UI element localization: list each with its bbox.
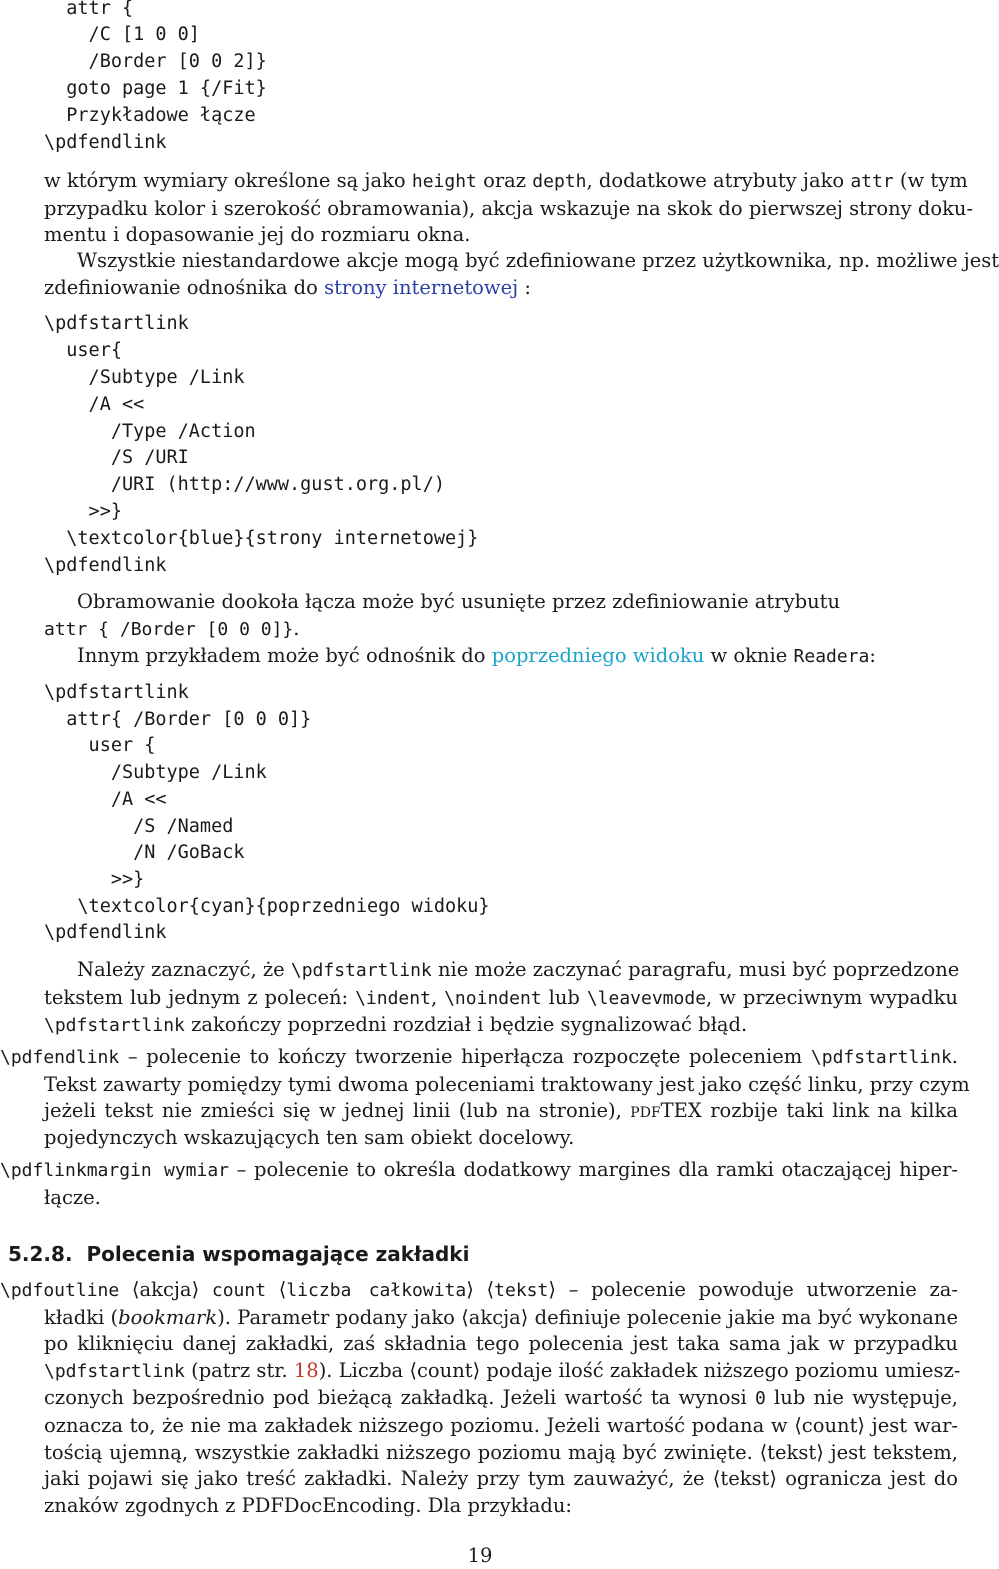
code-line: \pdfendlink (44, 555, 167, 576)
code-line: goto page 1 {/Fit} (44, 78, 267, 99)
text: . (951, 1045, 958, 1068)
code-line: \pdfstartlink (44, 313, 189, 334)
text-line: znaków zgodnych z PDFDocEncoding. Dla przykładu: (44, 1493, 572, 1517)
code-line: /Subtype /Link (44, 762, 267, 783)
page-reference-link[interactable]: 18 (293, 1358, 319, 1382)
hyperlink-poprzedniego-widoku[interactable]: poprzedniego widoku (491, 644, 705, 667)
meta-arg: tekst (494, 1280, 549, 1301)
section-title: Polecenia wspomagające zakładki (86, 1242, 470, 1266)
code-line: /S /Named (44, 816, 234, 837)
text: oznacza to, że nie ma zakładek niższego poziomu. Jeżeli wartość podana w (44, 1413, 795, 1437)
inline-code: count (211, 1280, 267, 1301)
command-name: \pdfoutline (0, 1280, 120, 1301)
code-line: attr { (44, 0, 134, 19)
definition-pdfendlink (0, 1044, 970, 1151)
inline-code: \indent (355, 987, 431, 1009)
text: Należy zaznaczyć, że (77, 958, 291, 981)
text: zdefiniowanie odnośnika do (44, 275, 325, 299)
code-line: \pdfendlink (44, 132, 167, 153)
text: (patrz str. (184, 1358, 294, 1382)
text: zakończy poprzedni rozdział i będzie sygnalizować błąd. (184, 1013, 748, 1037)
text: tością ujemną, wszystkie zakładki niższego poziomu mają być zwinięte. (44, 1440, 760, 1464)
text: : (869, 644, 876, 667)
paragraph-5 (44, 957, 958, 1040)
text: Innym przykładem może być odnośnik do (77, 644, 492, 667)
code-line: \textcolor{blue}{strony internetowej} (44, 528, 479, 549)
text: – polecenie to kończy tworzenie hiperłącza rozpoczęte poleceniem (119, 1045, 811, 1068)
text: w którym wymiary określone są jako (44, 169, 412, 192)
pdftex-logo-part: pdf (630, 1099, 661, 1123)
code-line: attr{ /Border [0 0 0]} (44, 709, 312, 730)
meta-arg: count (801, 1413, 858, 1437)
text: , w przeciwnym wypadku (706, 985, 958, 1009)
text: czonych bezpośrednio pod bieżącą zakładką. Jeżeli wartość ta wynosi (44, 1386, 755, 1410)
text-line: Tekst zawarty pomiędzy tymi dwoma poleceniami traktowany jest jako część linku, przy czym (44, 1072, 970, 1096)
meta-arg: akcja (468, 1305, 521, 1329)
inline-code: \pdfstartlink (44, 1015, 185, 1037)
text-line: mentu i dopasowanie jej do rozmiaru okna. (44, 223, 471, 247)
meta-arg: count (417, 1358, 473, 1382)
code-line: /URI (http://www.gust.org.pl/) (44, 474, 445, 495)
text: jeżeli tekst nie zmieści się w jednej linii (lub na stronie), (44, 1099, 631, 1123)
code-line: \pdfendlink (44, 922, 167, 943)
text: definiuje polecenie jakie ma być wykonane (528, 1305, 958, 1329)
code-line: user{ (44, 340, 122, 361)
inline-code: \leavevmode (586, 987, 707, 1009)
text: jaki pojawi się jako treść zakładki. Należy przy tym zauważyć, że (44, 1467, 713, 1491)
meta-arg: tekst (767, 1440, 817, 1464)
text: , (430, 985, 445, 1009)
paragraph-2 (44, 248, 999, 301)
text: lub nie występuje, (765, 1386, 958, 1410)
text: kładki ( (44, 1305, 119, 1329)
pdftex-logo-tex: TEX (660, 1099, 702, 1123)
text: – polecenie powoduje utworzenie za- (555, 1278, 958, 1301)
text: tekstem lub jednym z poleceń: (44, 985, 356, 1009)
code-line: /N /GoBack (44, 842, 245, 863)
hyperlink-strony-internetowej[interactable]: strony internetowej (324, 275, 519, 299)
inline-code: attr (850, 171, 894, 192)
text: jest tekstem, (823, 1440, 958, 1464)
code-line: \pdfstartlink (44, 682, 189, 703)
text: (w tym (893, 169, 968, 192)
text: nie może zaczynać paragrafu, musi być poprzedzone (431, 958, 960, 981)
code-line: \textcolor{cyan}{poprzedniego widoku} (44, 896, 490, 917)
text: w oknie (704, 644, 794, 667)
inline-code: Readera (793, 646, 870, 667)
inline-code: 0 (754, 1388, 766, 1410)
inline-code: \pdfstartlink (44, 1360, 185, 1382)
text-line: łącze. (44, 1185, 101, 1209)
code-line: >>} (44, 501, 122, 522)
paragraph-1 (44, 168, 974, 249)
definition-pdfoutline: \pdfoutline ⟨akcja⟩ count ⟨liczba całkowita⟩ ⟨tekst⟩ – polecenie powoduje utworzenie za- kładki (bookmark). Parametr podany jako ⟨akcja⟩ definiuje polecenie jakie ma być wykonane po kliknięciu danej zakładki, zaś składnia tego polecenia jest taka sama jak w przypadku \pdfstartlink (patrz str. 18). Liczba ⟨count⟩ podaje ilość zakładek niższego poziomu umiesz- czonych bezpośrednio pod bieżącą zakładką. Jeżeli wartość ta wynosi 0 lub nie występuje, oznacza to, że nie ma zakładek niższego poziomu. Jeżeli wartość podana w ⟨count⟩ jest war- tością ujemną, wszystkie zakładki niższego poziomu mają być zwinięte. ⟨tekst⟩ jest tekstem, jaki pojawi się jako treść zakładki. Należy przy tym zauważyć, że ⟨tekst⟩ ogranicza jest do znaków zgodnych z PDFDocEncoding. Dla przykładu: (0, 1277, 958, 1519)
code-line: /S /URI (44, 447, 189, 468)
inline-code: depth (532, 171, 587, 192)
text: – polecenie to określa dodatkowy margines dla ramki otaczającej hiper- (229, 1158, 959, 1181)
section-heading (8, 1241, 469, 1267)
command-name: \pdfendlink (0, 1047, 120, 1068)
code-line: /Subtype /Link (44, 367, 245, 388)
code-line: >>} (44, 869, 145, 890)
text-line: Wszystkie niestandardowe akcje mogą być zdefiniowane przez użytkownika, np. możliwe jest (77, 249, 999, 272)
text: oraz (476, 169, 533, 192)
definition-pdflinkmargin (0, 1157, 958, 1211)
text-italic: bookmark (118, 1305, 218, 1329)
paragraph-3-line-2 (44, 616, 299, 643)
text-line: przypadku kolor i szerokość obramowania), akcja wskazuje na skok do pierwszej strony doku- (44, 196, 974, 220)
inline-code: attr { /Border [0 0 0]} (44, 619, 294, 640)
text: podaje ilość zakładek niższego poziomu umiesz- (480, 1358, 961, 1382)
meta-arg: tekst (720, 1467, 770, 1491)
text: jest war- (865, 1413, 958, 1437)
text-line: po kliknięciu danej zakładki, zaś składnia tego polecenia jest taka sama jak w przypadku (44, 1332, 958, 1356)
code-line: Przykładowe łącze (44, 105, 256, 126)
paragraph-4 (77, 643, 876, 670)
text: lub (541, 985, 587, 1009)
inline-code: \pdfstartlink (290, 960, 432, 981)
text: rozbije taki link na kilka (701, 1099, 958, 1123)
code-line: /Border [0 0 2]} (44, 51, 267, 72)
text-line: pojedynczych wskazujących ten sam obiekt docelowy. (44, 1125, 575, 1149)
text: ogranicza jest do (777, 1467, 958, 1491)
text: ). Parametr podany jako (217, 1305, 462, 1329)
text: : (518, 275, 531, 299)
code-line: /C [1 0 0] (44, 24, 200, 45)
text: , dodatkowe atrybuty jako (586, 169, 851, 192)
command-name: \pdflinkmargin wymiar (0, 1160, 229, 1181)
code-line: /A << (44, 394, 145, 415)
page-number: 19 (467, 1544, 493, 1567)
paragraph-3-line-1: Obramowanie dookoła łącza może być usunięte przez zdefiniowanie atrybutu (77, 590, 841, 613)
section-number: 5.2.8. (8, 1242, 73, 1266)
text: ). Liczba (318, 1358, 410, 1382)
inline-code: \pdfstartlink (810, 1047, 952, 1068)
code-line: user { (44, 735, 156, 756)
code-line: /Type /Action (44, 421, 256, 442)
meta-arg: akcja (139, 1278, 192, 1301)
text: . (293, 617, 300, 640)
meta-arg: liczba całkowita (286, 1280, 467, 1301)
inline-code: height (411, 171, 477, 192)
inline-code: \noindent (444, 987, 542, 1009)
code-line: /A << (44, 789, 167, 810)
